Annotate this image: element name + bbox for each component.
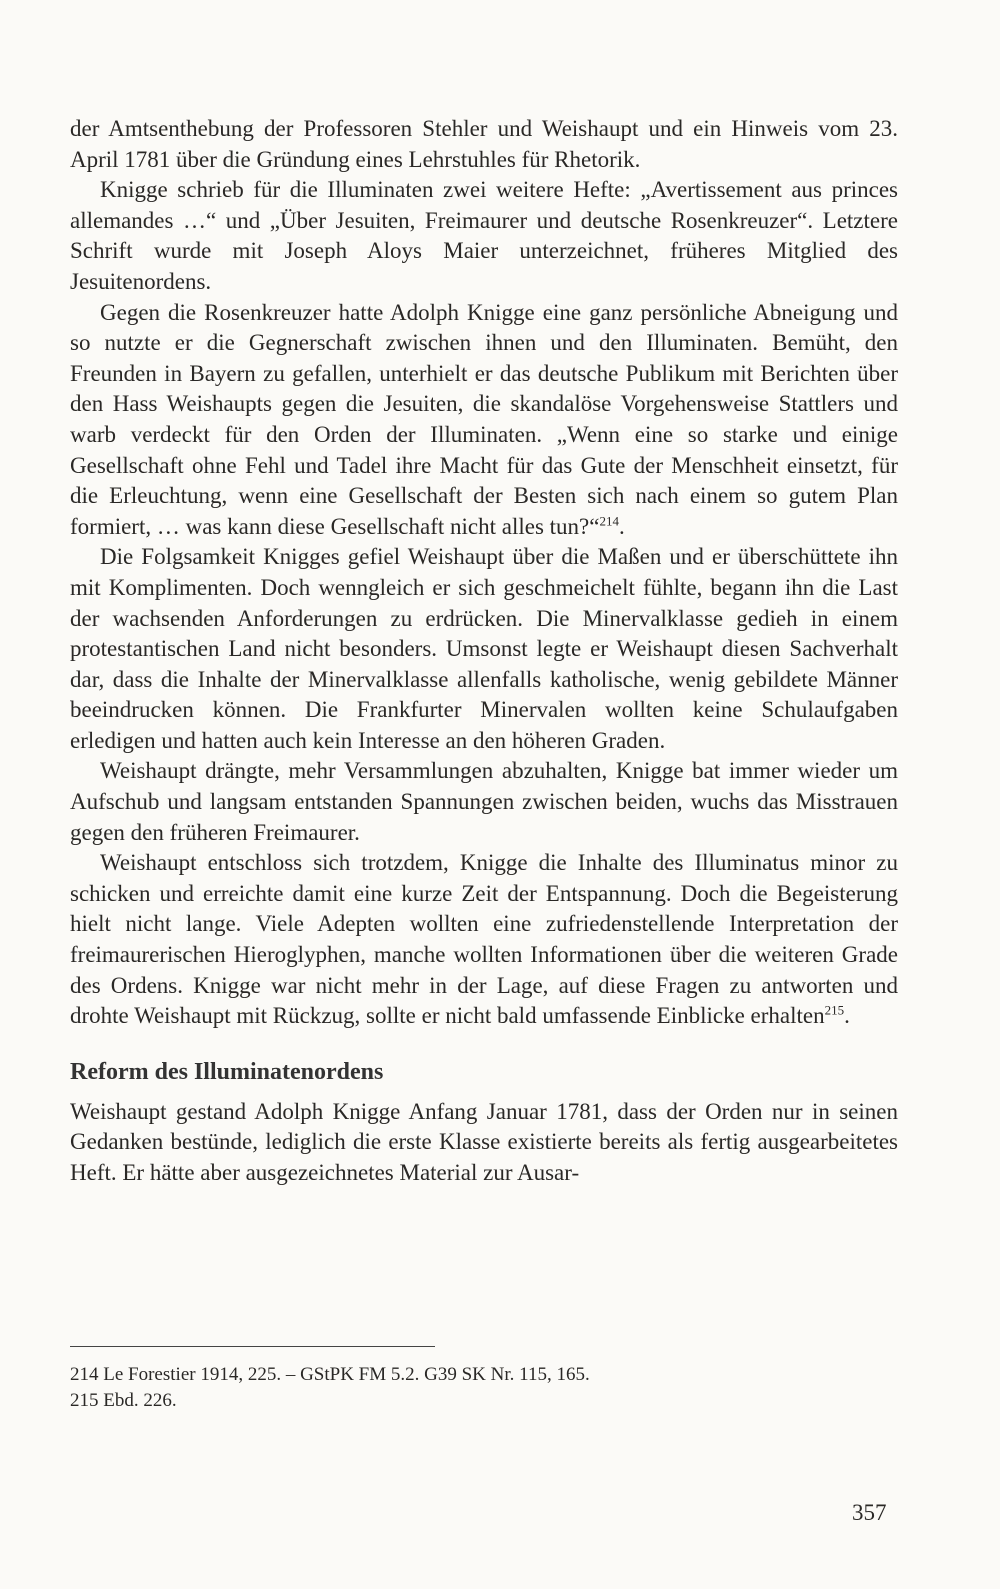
footnote-ref-215: 215	[824, 1002, 845, 1018]
footnotes	[70, 1362, 898, 1414]
paragraph-4: Die Folgsamkeit Knigges gefiel Weishaupt über die Maßen und er überschüttete ihn mit Komplimenten. Doch wenngleich er sich geschmeichelt fühlte, begann ihn die Last der wachsenden Anforderungen zu erdrücken. Die Minervalklasse gedieh in einem protestantischen Land nicht besonders. Umsonst legte er Weishaupt diesen Sachverhalt dar, dass die Inhalte der Minervalklasse allenfalls katholische, wenig gebildete Männer beeindrucken können. Die Frankfurter Minervalen wollten keine Schulaufgaben erledigen und hatten auch kein Interesse an den höheren Graden.	[70, 544, 898, 753]
footnote-215: 215 Ebd. 226.	[70, 1390, 177, 1411]
paragraph-6-text: Weishaupt entschloss sich trotzdem, Knigge die Inhalte des Illuminatus minor zu schicken und erreichte damit eine kurze Zeit der Entspannung. Doch die Begeisterung hielt nicht lange. Viele Adepten wollten eine zufriedenstellende Interpretation der freimaurerischen Hieroglyphen, manche wollten Informationen über die weiteren Grade des Ordens. Knigge war nicht mehr in der Lage, auf diese Fragen zu antworten und drohte Weishaupt mit Rückzug, sollte er nicht bald umfassende Einblicke erhalten	[70, 850, 898, 1029]
paragraph-6-end: .	[844, 1003, 850, 1029]
section-heading: Reform des Illuminatenordens	[70, 1058, 384, 1085]
footnote-214: 214 Le Forestier 1914, 225. – GStPK FM 5.2. G39 SK Nr. 115, 165.	[70, 1364, 590, 1385]
page-number: 357	[852, 1500, 887, 1525]
paragraph-6	[70, 848, 898, 1032]
paragraph-5: Weishaupt drängte, mehr Versammlungen abzuhalten, Knigge bat immer wieder um Aufschub und langsam entstanden Spannungen zwischen beiden, wuchs das Misstrauen gegen den früheren Freimaurer.	[70, 758, 898, 845]
paragraph-3	[70, 298, 898, 543]
paragraph-2: Knigge schrieb für die Illuminaten zwei weitere Hefte: „Avertissement aus princes allemandes …“ und „Über Jesuiten, Freimaurer und deutsche Rosenkreuzer“. Letztere Schrift wurde mit Joseph Aloys Maier unterzeichnet, früheres Mitglied des Jesuitenordens.	[70, 177, 898, 294]
footnote-divider	[70, 1346, 435, 1347]
body-text	[70, 114, 898, 1189]
paragraph-3-text: Gegen die Rosenkreuzer hatte Adolph Knigge eine ganz persönliche Abneigung und so nutzte er die Gegnerschaft zwischen ihnen und den Illuminaten. Bemüht, den Freunden in Bayern zu gefallen, unterhielt er das deutsche Publikum mit Berichten über den Hass Weishaupts gegen die Jesuiten, die skandalöse Vorgehensweise Stattlers und warb verdeckt für den Orden der Illuminaten. „Wenn eine so starke und einige Gesellschaft ohne Fehl und Tadel ihre Macht für das Gute der Menschheit einsetzt, für die Erleuchtung, wenn eine Gesellschaft der Besten sich nach einem so gutem Plan formiert, … was kann diese Gesellschaft nicht alles tun?“	[70, 299, 898, 539]
paragraph-1: der Amtsenthebung der Professoren Stehler und Weishaupt und ein Hinweis vom 23. April 1781 über die Gründung eines Lehrstuhles für Rhetorik.	[70, 116, 898, 172]
paragraph-3-end: .	[618, 513, 625, 539]
section-paragraph: Weishaupt gestand Adolph Knigge Anfang Januar 1781, dass der Orden nur in seinen Gedanken bestünde, lediglich die erste Klasse existierte bereits als fertig ausgearbeitetes Heft. Er hätte aber ausgezeichnetes Material zur Ausar-	[70, 1098, 898, 1185]
footnote-ref-214: 214	[599, 513, 619, 529]
